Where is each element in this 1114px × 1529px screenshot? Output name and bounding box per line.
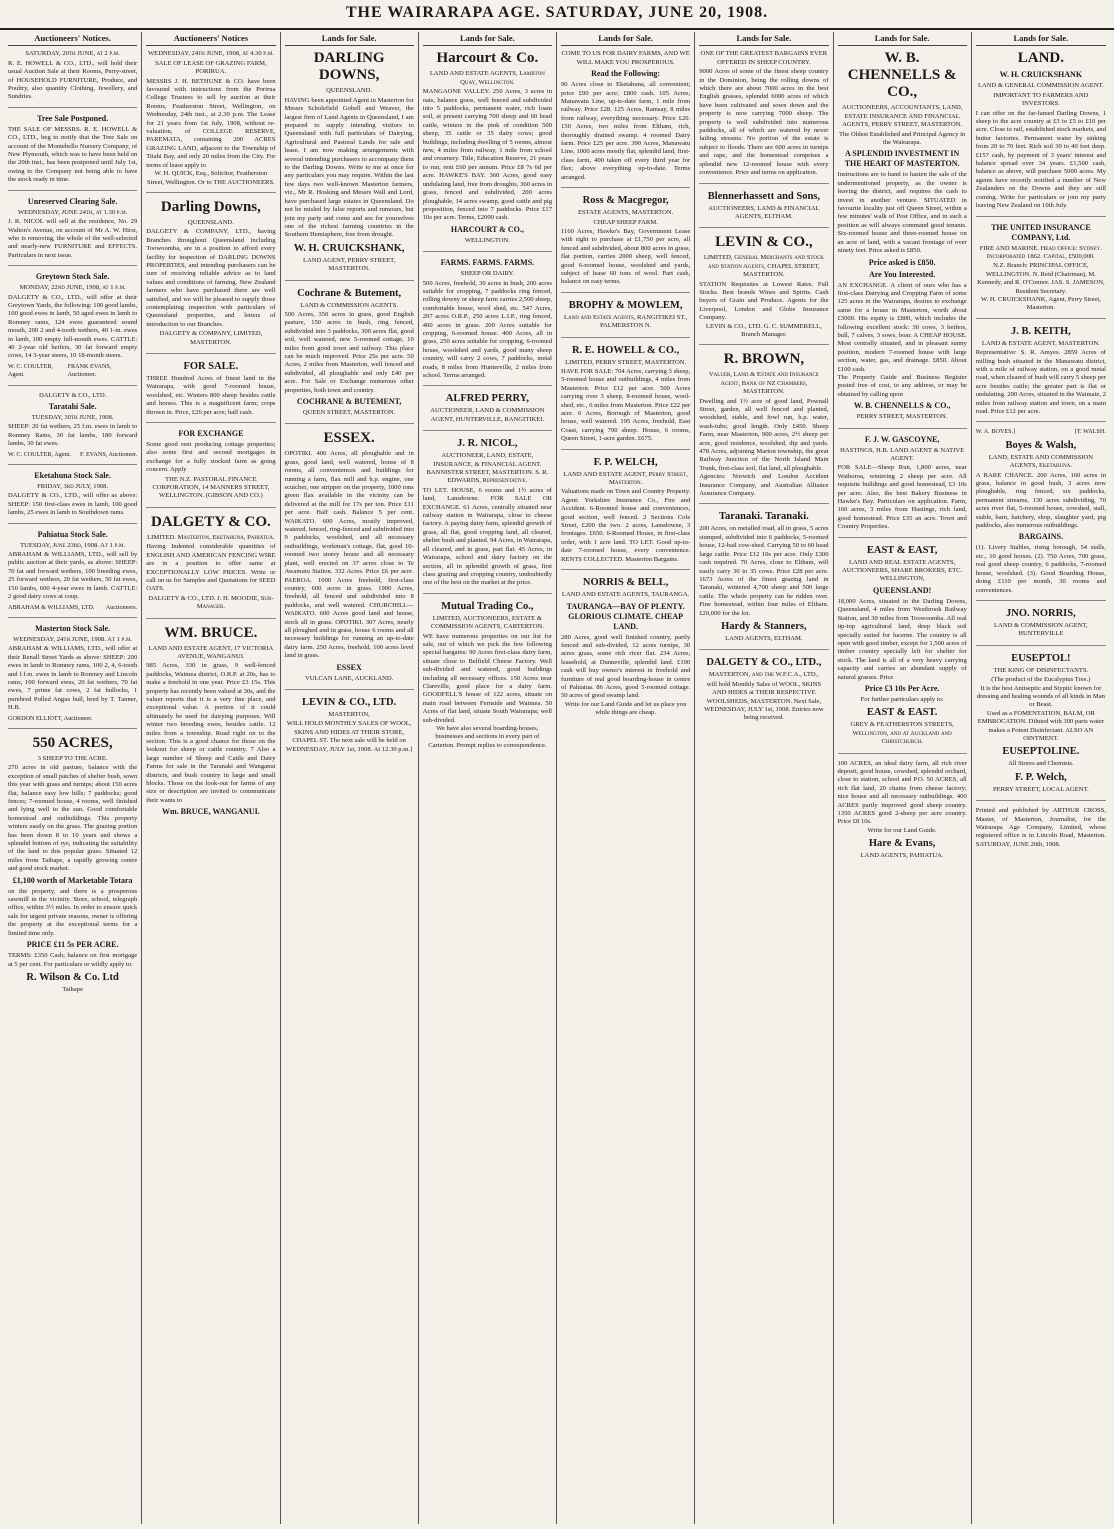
ad-title: R. E. HOWELL & CO., bbox=[571, 344, 680, 356]
ad-title: DALGETY & CO. bbox=[150, 513, 271, 530]
ad-firm: F. P. Welch, bbox=[1014, 771, 1067, 783]
ad-title: EUSEPTOL! bbox=[1011, 652, 1071, 664]
column-2-header: Auctioneers' Notices bbox=[146, 32, 275, 46]
ad-title: 550 ACRES, bbox=[32, 734, 113, 751]
ad-title: J. R. NICOL, bbox=[457, 438, 518, 450]
ad-wm-bruce bbox=[146, 625, 275, 825]
ad-agencies: Agencies: Norwich and London Accident Insurance Company, and Australian Alliance Assurance Company. bbox=[699, 473, 829, 498]
ad-blennerhassett bbox=[699, 190, 828, 229]
ad-title: ALFRED PERRY, bbox=[445, 393, 529, 405]
ad-body: MESSRS J. H. BETHUNE & CO. have been favoured with instructions from the Porirua College Trustees to sell by auction at their Rooms, Featherston Street, Wellington, on Wednesday, 24th inst., at 2.30 p.m. The Lease for 21 years from 1st July, 1908, without re-valuation, of COLLEGE RESERVE, PAREMATA, containing 200 ACRES GRAZING LAND, adjacent to the Township of Titahi Bay, and only 20 miles from the City. For terms of lease apply to bbox=[146, 77, 276, 169]
ad-signature bbox=[8, 604, 137, 612]
ad-body: 1160 Acres, Hawke's Bay, Government Lease with right to purchase at £1,750 per acre, all fenced and subdivided, about 800 acres in grass, flat portion, carries 2000 sheep, well fenced, good 6-roomed house, woolshed and yards, subject of lease 60 tons of wool. Part cash, balance on easy terms. bbox=[561, 227, 691, 286]
ad-title: Ross & Macgregor, bbox=[582, 195, 669, 207]
ad-uses: Used as a FOMENTATION, BALM, OR EMBROCATION. Diluted with 300 parts water makes a Potent Disinfectant. ALSO AN OINTMENT. bbox=[977, 709, 1105, 742]
ad-firm: DALGETY & CO., LTD. bbox=[38, 391, 107, 399]
ad-price: PRICE £11 5s PER ACRE. bbox=[26, 940, 119, 950]
sig-right: Auctioneers. bbox=[105, 603, 138, 611]
ad-heading: TAURANGA—BAY OF PLENTY. GLORIOUS CLIMATE. CHEAP LAND. bbox=[566, 601, 685, 631]
ad-title: JNO. NORRIS, bbox=[1006, 607, 1076, 619]
ad-body: TO LET. HOUSE, 6 rooms and 1½ acres of land, Lansdowne. FOR SALE OR EXCHANGE. 61 Acres, centrally situated near railway station in Wairarapa, close to cheese factory. A paying dairy farm, splendid growth of grass, all flat, good cropping land, all cleared, shelter bush and planted. 94 Acres, in Wairarapa, all cleared, and in grass, part flat. 45 Acres, in Wairarapa, school and dairy factory on the section, all in splendid growth of grass, first class grazing and cropping country, undoubtedly one of the best on the market at the price. bbox=[422, 486, 552, 587]
ad-firm-sub: LAND AGENT, PERRY STREET, MASTERTON. bbox=[302, 256, 396, 273]
column-8 bbox=[972, 32, 1110, 1524]
sig-right: F. EVANS, Auctioneer. bbox=[79, 450, 138, 458]
ad-subtitle: AUCTIONEERS, LAND & FINANCIAL AGENTS, ELTHAM. bbox=[708, 204, 820, 220]
imprint bbox=[976, 807, 1106, 854]
ad-subtitle: LAND & ESTATE AGENT, MASTERTON. bbox=[981, 339, 1100, 347]
ad-body: R. E. HOWELL & CO., LTD., will hold their usual Auction Sale at their Rooms, Perry-street, of HOUSEHOLD FURNITURE, Produce, and Poultry, also quantity Clothing, Jewellery, and Sundries. bbox=[8, 59, 138, 101]
ad-body: 985 Acres, 330 in grass, 9 well-fenced paddocks, Waimea district, O.R.P. at 20s, has to make a freehold in one year. Price £3 15s. This property has recently been valued at 30s, and the valuer reports that it is a very fine place, and exceptional value. A portion of it could ultimately be used for dairying purposes. Will winter two breeding ewes, besides cattle. 12 miles from a township. Road right on to the section. This is a good chance for those on the lookout for sheep or cattle country. 7 Also a large number of Sheep and Cattle and Dairy Farms for sale in the Taranaki and Wanganui districts, and bush country in large and small blocks. Those on the look-out for farms of any size or description are invited to communicate their wants to bbox=[146, 662, 276, 804]
ad-dalgety-wire bbox=[146, 514, 275, 619]
ad-body: Some good rent producing cottage properties; also some first and second mortgages in exchange for a fully stocked farm as going concern. Apply bbox=[146, 441, 276, 474]
ad-porirua-lease bbox=[146, 50, 275, 193]
ad-subtitle: LAND, ESTATE AND COMMISSION AGENTS, Eketahuna. bbox=[988, 453, 1093, 470]
ad-body: THREE Hundred Acres of finest land in the Wairarapa, with good 7-roomed house, woolshed, etc. Winters 800 sheep besides cattle and horses. This is a magnificent farm; crops thrown in. Price, £26 per acre; half cash. bbox=[146, 375, 276, 416]
ad-pahiatua-stock bbox=[8, 530, 137, 618]
ad-title: Harcourt & Co. bbox=[436, 50, 539, 67]
ad-mutual-trading bbox=[423, 600, 552, 756]
ad-cruickshank-land bbox=[976, 50, 1106, 216]
ad-partners bbox=[976, 428, 1106, 436]
ad-darling-downs-cruickshank bbox=[285, 50, 414, 280]
ad-title: FOR SALE. bbox=[183, 361, 239, 372]
column-4-header: Lands for Sale. bbox=[423, 32, 552, 46]
ad-body: DALGETY & COMPANY, LTD., having Branches throughout Queensland including Toowoomba, are in a position to afford every facility for inspection of DARLING DOWNS PROPERTIES, and intending purchasers can be sure of receiving reliable advice as to land values and conditions of farming. New Zealand farmers who have purchased there are well satisfied, and we will be pleased to supply those contemplating inspection with particulars of Queensland properties, and letters of introduction to our Branches. bbox=[146, 228, 276, 328]
ad-brophy-mowlem bbox=[561, 299, 690, 338]
ad-title: EAST & EAST, bbox=[866, 544, 938, 556]
ad-hare-evans bbox=[838, 760, 967, 867]
ad-firm: Wm. BRUCE, WANGANUI. bbox=[161, 807, 260, 817]
ad-signature: W. H. QUICK, Esq., Solicitor, Featherston Street, Wellington. Or to THE AUCTIONEERS. bbox=[146, 170, 275, 186]
ad-body: A RARE CHANCE. 200 Acres, 160 acres in grass, balance in good bush, 3 acres now ploughable, ring fenced, six paddocks, permanent streams, 130 acres subdividing, 70 acres river flat, 5-roomed house, cowshed, stall, stable, barn, hatchery, shop, slaughter yard, pig paddocks, also numerous outbuildings. bbox=[975, 471, 1106, 530]
ad-jr-nicol bbox=[423, 437, 552, 594]
ad-note: The Oldest Established and Principal Agency in the Wairarapa. bbox=[838, 130, 966, 147]
ad-subtitle: LAND AND ESTATE AGENTS, TAURANGA. bbox=[561, 591, 690, 599]
ad-farms bbox=[423, 258, 552, 386]
ad-taranaki bbox=[699, 510, 828, 650]
ad-body: ABRAHAM & WILLIAMS, LTD., will sell by public auction at their yards, as above: SHEEP: 70 fat and forward wethers, 100 breeding ewes, 25 forward wethers, 20 fat wethers, 50 fat ewes, 150 lambs, 600 4-year ewes in lamb. CATTLE: 2 good dairy cows at coup. bbox=[8, 551, 138, 601]
ad-550-acres bbox=[8, 735, 137, 999]
ad-body: J. R. NICOL will sell at the residence, No. 29 Walton's Avenue, on account of Mr A. W. Hirst, who is removing, the whole of the well-selected and nearly-new FURNITURE and EFFECTS. Particulars in next issue. bbox=[8, 218, 138, 259]
ad-firm: THE N.Z. PASTORAL FINANCE CORPORATION, 14 MANNERS STREET, WELLINGTON. (GIBSON AND CO.) bbox=[152, 475, 270, 500]
column-7 bbox=[834, 32, 972, 1524]
ad-united-insurance bbox=[976, 223, 1106, 319]
ad-title: WM. BRUCE. bbox=[164, 624, 258, 641]
ad-firm: COCHRANE & BUTEMENT, bbox=[296, 397, 402, 406]
ad-subtitle: LAND AND ESTATE AGENTS, Lambton Quay, Wellington. bbox=[429, 70, 545, 86]
ad-for-exchange bbox=[146, 429, 275, 508]
ad-subtitle: MASTERTON, bbox=[328, 710, 370, 718]
ad-body: THE SALE OF MESSRS. R. E. HOWELL & CO., LTD., beg to notify that the Tree Sale on account of the Montebello Nursery Company, of New Plymouth, which was to have been held on the 20th inst., has been postponed until July 1st, owing to the Company not being able to have the stock ready in time. bbox=[8, 125, 138, 184]
ad-agent: R. Wilson & Co. Ltd bbox=[26, 971, 119, 983]
ad-signature: LEVIN & CO., LTD. G. C. SUMMERELL, Branch Manager. bbox=[705, 322, 822, 338]
ad-body: will hold Monthly Sales of WOOL, SKINS AND HIDES at THEIR RESPECTIVE WOOLSHEDS, MASTERTON. Next Sale, WEDNESDAY, JULY 1st, 1908. Entries now being received. bbox=[704, 680, 824, 722]
ad-sheep-bargain bbox=[699, 50, 828, 183]
ad-title: Mutual Trading Co., bbox=[441, 600, 534, 612]
ad-body: N.Z. Branch: PRINCIPAL OFFICE, WELLINGTON. N. Reid (Chairman), M. Kennedy, and R. O'Connor. JAS. S. JAMESON, Resident Secretary. bbox=[977, 262, 1105, 295]
ad-essex bbox=[285, 430, 414, 690]
ad-heading: BARGAINS. bbox=[1018, 532, 1063, 542]
ad-subtitle: AUCTIONEER, LAND & COMMISSION AGENT, HUNTERVILLE, RANGITIKEI. bbox=[430, 407, 545, 423]
ad-title: Cochrane & Butement, bbox=[297, 287, 402, 299]
newspaper-title: THE WAIRARAPA AGE. SATURDAY, JUNE 20, 1908. bbox=[345, 4, 769, 21]
ad-subtitle: Valuer, Land & Estate and Insurance Agent, Bank of NZ Chambers, MASTERTON. bbox=[708, 371, 819, 396]
ad-dalgety-wool bbox=[699, 656, 828, 727]
ad-signature bbox=[8, 363, 137, 380]
ad-title: Greytown Stock Sale. bbox=[35, 272, 110, 282]
ad-subtitle: LAND AGENTS, PAHIATUA. bbox=[860, 852, 944, 860]
ad-subtitle: HASTINGS, H.B. LAND AGENT & NATIVE AGENT. bbox=[840, 446, 965, 462]
column-7-header: Lands for Sale. bbox=[838, 32, 967, 46]
ad-firm: DALGETY & CO., LTD. J. H. MOODIE, Sub-Manager. bbox=[148, 594, 274, 611]
ad-footer: Write for our Land Guide. bbox=[867, 826, 937, 834]
imprint-text: Printed and published by ARTHUR CROSS, Master, of Masterton, Journalist, for the Wairarapa Age Company, Limited, whose registered office is in Lincoln Road, Masterton. SATURDAY, JUNE 20th, 1908. bbox=[975, 807, 1106, 848]
ad-body: 18,000 Acres, situated in the Darling Downs, Queensland, 4 miles from Westbrook Railway Station, and 30 miles from Toowoomba. All real tip-top agricultural land, deep black soil specially suited for lucerne. The country is all open with good timber, except for 1,500 acres of timber country specially left for shelter for stock. The land is all of a very heavy carrying capacity and carries an abundant supply of natural grasses. Price bbox=[837, 597, 967, 681]
ad-agent-location: Taihape bbox=[62, 985, 84, 993]
ad-subtitle: 3 SHEEP TO THE ACRE. bbox=[37, 754, 108, 762]
ad-title: BROPHY & MOWLEM, bbox=[568, 299, 683, 311]
column-1 bbox=[4, 32, 142, 1524]
ad-footer: Write for our Land Guide and let us place you while things are cheap. bbox=[564, 700, 687, 717]
column-2 bbox=[142, 32, 280, 1524]
ad-title: F. J. W. GASCOYNE, bbox=[864, 434, 940, 444]
sig-right: FRANK EVANS, Auctioneer. bbox=[67, 362, 112, 379]
ad-date: TUESDAY, June 23rd, 1908. At 1 p.m. bbox=[20, 541, 126, 549]
partner-left: W. A. BOYES.] bbox=[975, 428, 1016, 436]
ad-levin-co bbox=[699, 234, 828, 345]
ad-signature-sub: PERRY STREET, MASTERTON. bbox=[856, 413, 948, 421]
column-8-header: Lands for Sale. bbox=[976, 32, 1106, 46]
ad-ross-macgregor bbox=[561, 194, 690, 293]
ad-body: FOR SALE—Sheep Run, 1,800 acres, near Waihoroa, wintering 2 sheep per acre. All requisite buildings and good homestead, £3 10s per acre. Also, the best Bakery Business in Hawke's Bay. Particulars on application. Farm, 160 acres, 3 miles from Hastings, rich land, good homestead. Price £35 an acre. Town and Country Properties. bbox=[837, 464, 967, 531]
ad-heading: ONE OF THE GREATEST BARGAINS EVER OFFERED IN SHEEP COUNTRY. bbox=[700, 50, 828, 66]
ad-intro-sub: Read the Following: bbox=[591, 69, 661, 79]
ad-signature: W. B. CHENNELLS & CO., bbox=[853, 401, 951, 411]
ad-masterton-stock bbox=[8, 624, 137, 729]
ad-date: TUESDAY, 30th JUNE, 1908. bbox=[31, 414, 114, 421]
ad-levin-wool bbox=[285, 696, 414, 759]
ad-clearing-sale bbox=[8, 197, 137, 266]
ad-heading-interest: Are You Interested. bbox=[868, 269, 936, 279]
ad-firm-sub: VULCAN LANE, AUCKLAND. bbox=[304, 674, 394, 682]
ad-title: F. P. WELCH, bbox=[593, 456, 658, 468]
ad-cochrane-butement bbox=[285, 287, 414, 425]
ad-heading: A SPLENDID INVESTMENT IN THE HEART OF MASTERTON. bbox=[844, 149, 960, 169]
ad-title: J. B. KEITH, bbox=[1010, 325, 1071, 337]
ad-title: LEVIN & CO., LTD. bbox=[302, 696, 397, 708]
ad-body: 90 Acres close to Eketahuna, all convenient; price £90 per acre; £800 cash. 105 Acres, Manawatu Line, up-to-date farm, 1 mile from railway. Price £28. 125 Acres, Ramsay, 8 miles from railway, everything necessary. Price £20. 150 Acres, two miles from Eltham, rich, thoroughly drained swamp. 4 roomed Dairy farm. Price £25 per acre. 390 Acres, Manawatu Line, 1000 acres mostly flat, splendid land, first-class farm, 400 taken off every third year for flax; above everything up-to-date. Terms arranged. bbox=[561, 81, 691, 181]
ad-body: STATION Requisites at Lowest Rates. Full Stocks. Best brands Wines and Spirits. Cash buyers of Grain and Produce. Agents for the Liverpool, London and Globe Insurance Company. bbox=[699, 280, 829, 322]
column-6-header: Lands for Sale. bbox=[699, 32, 828, 46]
ad-body: Instructions are to hand to hasten the sale of the undermentioned property, as the owner is leaving the district, and requires the cash to invest in another venture. SITUATED in favourite locality just off Queen Street, within a few minutes' walk of Post Office, and in such a position as will always command good tenants. Six-roomed house and three-roomed house on an acre of land, with a vacant frontage of over ninety feet. Price asked is £850. bbox=[837, 171, 967, 255]
ad-body: SHEEP: 20 fat wethers, 25 f.m. ewes in lamb to Romney Rams, 30 fat lambs, 180 forward lambs, 30 fat ewes. bbox=[8, 423, 138, 448]
ad-subtitle: LAND AND ESTATE AGENT, 17 VICTORIA AVENUE, WANGANUI. bbox=[148, 644, 274, 660]
ad-body: OPOTIKI. 406 Acres, all ploughable and in grass, good land, well watered, house of 8 rooms, all conveniences and buildings for running a farm, flax mill and h.p. engine, one scutcher, one stripper on the property, 1000 tons green flax available in the vicinity can be delivered at the mill for 17s per ton. Price £11 per acre. Half cash. Balance 5 per cent. WAIKATO. 600 Acres, mostly improved, watered, fenced, ring-fenced and subdivided into 9 paddocks, woolshed, and all necessary outbuildings, workman's cottage, flat, good 10-roomed two storey house and all necessary plant, well erected on 37 acres close to Te Awamutu Station. 332 Acres. Price £6 per acre. PAEROA. 1000 Acres freehold, first-class country, 600 acres in grass. 1900 Acres, freehold, all fenced and subdivided into 8 paddocks, and well watered. CHURCHILL—WAIKATO. 600 Acres good land and house, stock all in grass. OPOTIKI. 307 Acres, nearly all ploughed and in grass, house 6 rooms and all necessary buildings for running an up-to-date dairy farm. 250 Acres, freehold, 100 acres level land in grass. bbox=[284, 450, 414, 660]
ad-title: R. BROWN, bbox=[723, 351, 805, 368]
ad-totara-title: £1,100 worth of Marketable Totara bbox=[12, 875, 133, 885]
ad-gascoyne bbox=[838, 435, 967, 538]
ad-subtitle: MASTERTON, and the W.F.C.A., LTD., bbox=[708, 671, 819, 679]
ad-boyes-walsh bbox=[976, 428, 1106, 601]
ad-date: SATURDAY, 20th JUNE, at 2 p.m. bbox=[25, 50, 120, 58]
partner-right: [T. WALSH. bbox=[1074, 428, 1106, 436]
ad-dairy-farms bbox=[561, 50, 690, 188]
ad-body: WE have numerous properties on our list for sale, out of which we pick the few following special bargains: 90 Acres first-class dairy farm, situate close to Belfield Cheese Factory. Well sub-divided and watered, good buildings including all necessary offices. 150 Acres near Clareville, good place for a dairy farm. GOODFELL'S house of 122 acres, situate on main road between Fernside and Waimea. 50 Acres of flat land, situate South Wairarapa; well sub-divided. bbox=[422, 632, 552, 724]
ad-for-sale bbox=[146, 360, 275, 423]
ad-harcourt bbox=[423, 50, 552, 252]
ad-date: WEDNESDAY, JUNE 24th, at 1.30 p.m. bbox=[17, 208, 128, 216]
ad-title: W. B. CHENNELLS & CO., bbox=[847, 50, 957, 101]
ad-body: It is the best Antiseptic and Styptic known for dressing and healing wounds of all kinds in Man or Beast. bbox=[976, 684, 1105, 709]
sig-left: W. C. COULTER, Agent. bbox=[8, 450, 71, 458]
ad-stores: All Stores and Chemists. bbox=[1008, 760, 1074, 768]
ad-body: 200 Acres, on metalled road, all in grass, 5 acres stumped, subdivided into 6 paddocks, 5-roomed house, 12-bail cow-shed. Carrying 50 to 60 head large cattle. Price £12 10s per acre. Only £300 cash required. 70 Acres, close to Eltham, will easily carry 30 to 35 cows. Price £28 per acre. 1673 Acres of the finest grazing land in Taranaki, wintered 4,700 sheep and 500 large cattle. The whole property can be ridden over. Fine homestead, within four miles of Eltham. £20,000 for the lot. bbox=[699, 525, 829, 617]
ad-body: ABRAHAM & WILLIAMS, LTD., will offer at their Renall Street Yards as above: SHEEP: 200 ewes in lamb to Romney rams, 100 2, 4, 6-tooth and f.f.m. ewes in lamb to Romney and Lincoln rams, 100 forward ewes, 20 fat wethers, 70 fat ewes, 7 prime fat cows, 2 fat bullocks, 1 purebred Polled Angus bull, bred by T. Tanner, H.B. bbox=[8, 645, 138, 712]
ad-heading: IMPORTANT TO FARMERS AND INVESTORS. bbox=[993, 91, 1089, 108]
ad-guide: The Property Guide and Business Register posted free of cost, to any address, or may be obtained by calling upon bbox=[837, 373, 967, 398]
ad-body: 270 acres in old pasture, balance with the exception of small patches of shelter bush, sown this year with grass and turnips; about 150 acres flat, balance easy low hills; 7 paddocks; good fences; 7-roomed house, 4 rooms, well finished and lying well to the sun. Good comfortable homestead and outbuildings. This property winters easily on the grass. The grazing portion has been down 8 to 10 years and shows a splendid bottom of rye, indicating the suitability of the land to this popular grass. Situated 12 miles from Taihape, a rapidly growing centre and good stock market. bbox=[8, 764, 138, 873]
ad-subtitle: SHEEP OR DAIRY. bbox=[460, 270, 515, 278]
ad-howell-land bbox=[561, 344, 690, 450]
ad-howell-furniture bbox=[8, 50, 137, 107]
ad-title: Tree Sale Postponed. bbox=[37, 113, 109, 123]
ad-title: LEVIN & CO., bbox=[715, 234, 813, 251]
ad-title: NORRIS & BELL, bbox=[582, 577, 669, 589]
ad-firm: DALGETY & COMPANY, LIMITED, MASTERTON. bbox=[159, 330, 263, 346]
ad-fp-welch bbox=[561, 456, 690, 570]
column-4 bbox=[419, 32, 557, 1524]
ad-firm: HARCOURT & CO., bbox=[450, 224, 524, 234]
ad-title: Pahiatua Stock Sale. bbox=[37, 529, 108, 539]
ad-date: WEDNESDAY, 24th JUNE, 1908. At 1 p.m. bbox=[13, 635, 133, 643]
ad-body: HAVE FOR SALE: 704 Acres, carrying 3 sheep, 5-roomed house and outbuildings, 4 miles from Masterton. Price £12 per acre. 500 Acres carrying over 3 sheep, 8-roomed house, wool-shed, etc., 6 miles from Masterton. Price £22 per acre. 6 Acres, Borough of Masterton, good house, well watered. 195 Acres, freehold, East Coast, carrying 700 sheep. House, 6 rooms, Queen Street, 1-acre garden. £675. bbox=[561, 367, 691, 443]
ad-title: Boyes & Walsh, bbox=[1005, 439, 1077, 451]
ad-body: 500 Acres, 350 acres in grass, good English pasture, 150 acres in bush, ring fenced, subdivided into 3 paddocks, 300 acres flat, good soil, well watered, new 5-roomed cottage, 10 miles from good town and railway. This place can be much improved. Price 25s per acre. 50 Acres, 2 miles from Masterton, well fenced and subdivided, all ploughable and only £40 per acre. For Sale or Exchange numerous other properties, both town and country. bbox=[284, 310, 414, 394]
column-5-header: Lands for Sale. bbox=[561, 32, 690, 46]
sig-left: W. C. COULTER, Agent. bbox=[8, 362, 54, 379]
ad-title: Blennerhassett and Sons, bbox=[707, 190, 821, 202]
ad-r-brown bbox=[699, 351, 828, 504]
ad-date: FRIDAY, 3rd JULY, 1908. bbox=[37, 483, 109, 491]
ad-signature-sub: GREY & FEATHERSTON STREETS, Wellington, and at Auckland and Christchurch. bbox=[850, 721, 954, 746]
ad-subtitle: LAND & COMMISSION AGENT, HUNTERVILLE bbox=[994, 621, 1088, 638]
ad-body: 9000 Acres of some of the finest sheep country in the Dominion, being the rolling downs of which there are about 7000 acres in the best English grasses, splendid 6000 acres of which have been cultivated and sown down and the property is now carrying 7000 sheep. The property is well subdivided into numerous paddocks, all of which are watered by never failing streams. No portion of the estate is subject to floods. There are 600 acres in turnips and rape, and the homestead comprises a splendid new 12-roomed house with every convenience. Price and terms on application. bbox=[699, 68, 829, 177]
ad-body: Dwelling and 1½ acre of good land, Pownall Street, garden, all well fenced and planted, woodshed, stable, and fowl run, h.p. water, wash-tubs; good length. Only £450. Sheep Farm, near Masterton, 900 acres, 2½ sheep per acre, good residence, woolshed, dip and yards. 478 Acres, adjoining Marton township, the great Railway Junction of the North Island Main Trunk, first-class soil, flat land, all ploughable. bbox=[699, 397, 829, 472]
ad-title: Masterton Stock Sale. bbox=[35, 623, 111, 633]
sig-left: ABRAHAM & WILLIAMS, LTD. bbox=[8, 603, 95, 611]
ad-subtitle: FIRE AND MARINE. Head Office: Sydney. Incorporated 1862. Capital, £500,000. bbox=[979, 244, 1102, 260]
ad-greytown-stock bbox=[8, 272, 137, 385]
ad-subtitle: THE KING OF DISINFECTANTS. bbox=[993, 666, 1089, 674]
ad-jb-keith bbox=[976, 325, 1106, 423]
ad-east-east bbox=[838, 544, 967, 754]
ad-heading: CHEAP SHEEP FARM. bbox=[593, 218, 658, 226]
ad-signature bbox=[8, 451, 137, 459]
ad-title: Taranaki. Taranaki. bbox=[718, 511, 809, 523]
ad-subtitle: LIMITED, AUCTIONEERS, ESTATE & COMMISSION AGENTS, CARTERTON. bbox=[430, 614, 544, 631]
ad-title: FOR EXCHANGE bbox=[178, 429, 244, 439]
ad-subtitle: LAND & COMMISSION AGENTS. bbox=[300, 301, 399, 309]
ad-title: Eketahuna Stock Sale. bbox=[34, 471, 111, 481]
ad-subtitle: ESTATE AGENTS, MASTERTON. bbox=[577, 209, 674, 217]
ad-date: MONDAY, 22nd JUNE, 1908, at 1 p.m. bbox=[19, 284, 126, 292]
ad-body: 500 Acres, freehold, 30 acres in bush, 200 acres suitable for cropping, 7 paddocks ring fenced, rolling downy or sheep farm carries 2,500 sheep, comfortable house, wool shed, etc. 547 Acres, 297 acres O.R.P., 250 acres L.I.P., ring fenced, 400 acres in grass. 200 Acres suitable for cropping, 6-roomed house. 400 Acres, all in grass, 250 acres suitable for cropping, 6-roomed house, woolshed and yards, good many sheep country, will carry 2 cows, 7 paddocks, metal roads, 8 miles from Hunterville, 2 miles from school. Terms arranged. bbox=[422, 279, 552, 379]
ad-title: Darling Downs, bbox=[160, 198, 261, 215]
ad-title: DALGETY & CO., LTD., bbox=[706, 657, 822, 669]
ad-body: I can offer on the far-famed Darling Downs, 1 sheep to the acre country at £3 to £5 to £10 per acre. Close to rail, established stock markets, and butter factories. Permanent water by sinking from 20 to 70 feet. Rich soil 30 to 40 feet deep. £157 cash, by payment of 3 years' interest and balance spread over 34 years. £1,500 cash, balance as above, will purchase 5000 acres. My agents have recently notified a number of New Zealanders on the Downs and they are still coming. Write for particulars or join my party leaving New Zealand on 10th July. bbox=[975, 109, 1106, 210]
ad-body: WILL HOLD MONTHLY SALES OF WOOL, SKINS AND HIDES AT THEIR STORE, CHAPEL ST. The next sale will be held on WEDNESDAY, JULY 1st, 1908. At 12.30 p.m.] bbox=[286, 720, 413, 753]
ad-euseptol bbox=[976, 652, 1106, 801]
ad-signature: EAST & EAST. bbox=[866, 707, 938, 719]
ad-intro: COME TO US FOR DAIRY FARMS, AND WE WILL MAKE YOU PROSPEROUS. bbox=[561, 50, 690, 66]
ad-alfred-perry bbox=[423, 392, 552, 431]
masthead bbox=[0, 0, 1114, 30]
ad-footer: For further particulars apply to: bbox=[860, 695, 944, 703]
ad-darling-downs-dalgety bbox=[146, 199, 275, 354]
column-1-header: Auctioneers' Notices. bbox=[8, 32, 137, 46]
ad-subtitle: QUEENSLAND. bbox=[187, 218, 234, 226]
ad-firm-sub: WELLINGTON. bbox=[464, 236, 510, 244]
ad-body: Valuations made on Town and Country Property. Agent: Yorkshire Insurance Co., Fire and Accident. 6-Roomed house and conveniences, good section, well fenced. 2 Sections Cole Street, £200 the two. 2 acres, Lansdowne, 3 frontages. £650. 6-Roomed House, in first-class order, with 1 acre land. TO LET. Good up-to-date 7-roomed house, every convenience. RENTS COLLECTED. Masterton Bargains. bbox=[561, 488, 691, 563]
ad-subtitle: LIMITED. Masterton, Eketahuna, Pahiatua. bbox=[147, 533, 275, 541]
ad-subtitle: AUCTIONEERS, ACCOUNTANTS, LAND, ESTATE INSURANCE AND FINANCIAL AGENTS, PERRY STREET, MASTERTON. bbox=[841, 104, 963, 129]
column-3-header: Lands for Sale. bbox=[285, 32, 414, 46]
ad-chennells bbox=[838, 50, 967, 428]
ad-subtitle: LAND AND REAL ESTATE AGENTS, AUCTIONEERS, SHARE BROKERS, ETC. WELLINGTON, bbox=[842, 558, 963, 583]
ad-title: DARLING DOWNS, bbox=[313, 50, 385, 84]
ad-totara-body: on the property, and there is a prosperous sawmill in the vicinity. Store, school, telegraph office, within 3½ miles. In order to ensure quick sale for urgent private reasons, owner is offering the property at the exceptional terms for a limited time only. bbox=[8, 887, 138, 937]
ad-subtitle: Land and Estate Agents, RANGITIKEI ST., PALMERSTON N. bbox=[563, 313, 688, 330]
ad-title: LAND. bbox=[1017, 50, 1064, 67]
ad-body: 280 Acres, good well finished country, partly fenced and sub-divided, 12 acres turnips, 30 acres grass, some rich river flat. 234 Acres, leasehold, at Dunneville, splendid land. £100 cash will buy owner's interest in freehold and furniture of real good boarding-house in centre of Pahiatua. 86 Acres, good 5-roomed cottage. 50 acres of good swamp land. bbox=[561, 633, 691, 700]
column-6 bbox=[695, 32, 833, 1524]
ad-firm: Hardy & Stanners, bbox=[721, 620, 807, 632]
ad-eketahuna bbox=[8, 471, 137, 524]
ad-firm-sub: QUEEN STREET, MASTERTON. bbox=[302, 409, 396, 416]
ad-terms: TERMS: £350 Cash; balance on first mortgage at 5 per cent. For particulars or wildly apply to: bbox=[8, 952, 138, 968]
ad-firm: W. H. CRUICKSHANK, bbox=[293, 242, 405, 254]
columns bbox=[4, 32, 1110, 1524]
ad-body: HAVING been appointed Agent in Masterton for Messrs Scholefield Gobell and Weaver, the largest firm of Land Agents in Queensland, I am prepared to supply intending visitors to Queensland with full particulars of Dairying, Agricultural and Pastoral Lands for sale and lease. I am now making arrangements with several intending purchasers to accompany them to the Darling Downs. Write to me at once for any particulars you may require. Within the last few days two well-known Masterton farmers, viz., Mr R. Hosking and Messrs Wall and Lord, have purchased large estates in Queensland. Do not be misled by false reports and rumours, but join my party and come and see for yourselves one of the richest farming countries in the Southern Hemisphere, free from drought. bbox=[284, 96, 414, 239]
ad-title: ESSEX. bbox=[323, 430, 375, 447]
ad-heading: QUEENSLAND! bbox=[873, 585, 932, 595]
ad-subtitle: LIMITED, PERRY STREET, MASTERTON. bbox=[565, 358, 687, 366]
ad-footer: We have also several boarding-houses, businesses and sections in every part of Carterton. Prompt replies to correspondence. bbox=[428, 725, 547, 749]
ad-title: Taratahi Sale. bbox=[48, 402, 97, 411]
ad-signature: W. H. CRUICKSHANK, Agent, Perry Street, Masterton. bbox=[980, 295, 1101, 312]
ad-body: Representative: S. R. Amyes. 2859 Acres of milling bush situated in the Manawatu district, with a mile of railway station, on a good metal road, when cleared of bush will carry 5 sheep per acre besides cattle; the greater part is flat or undulating. 200 Acres, situated in the Waimate, 2 miles from railway station and town, on a main road. Price £12 per acre. bbox=[975, 349, 1106, 415]
ad-title: Unreserved Clearing Sale. bbox=[27, 196, 118, 206]
ad-norris-bell bbox=[561, 576, 690, 722]
ad-body-interest: AN EXCHANGE. A client of ours who has a first-class Dairying and Cropping Farm of some 125 acres in the Wairarapa, desires to exchange same for a house in Masterton, worth about £3000. His equity is £800, which includes the following excellent stock: 30 cows, 3 heifers, bull, 7 calves, 3 sows, boar. A CHEAP HOUSE. Most centrally situated, and in pleasant sunny position, modern 7-roomed house with large section, water, gas, and drainage. £850. About £100 cash. bbox=[837, 281, 967, 373]
ad-subtitle: LAND AND ESTATE AGENT, Perry Street, Masterton. bbox=[563, 470, 688, 487]
ad-euseptoline: EUSEPTOLINE. bbox=[1002, 746, 1080, 758]
ad-firm: ESSEX bbox=[336, 662, 362, 672]
ad-body-bargains: (1). Livery Stables, rising borough, 54 stalls, etc., 10 good horses. (2). 750 Acres, 700 grass, real good sheep country, 6 paddocks, 7-roomed house, woolshed. (3). Good Boarding House, doing £110 per month, 30 rooms and conveniences. bbox=[975, 544, 1106, 594]
ad-body: DALGETY & CO., LTD., will offer at their Greytown Yards, the following: 100 good lambs, 100 good ewes in lamb, 50 aged ewes in lamb to Romney rams, 124 ewes guaranteed sound mouth, 200 2 and 4-tooth wethers, 40 1-m. ewes in lamb, 100 empty full-mouth ewes. CATTLE: 40 2-year old heifers, 30 fat forward empty cows, 14 3-year steers, 10 18-month steers. bbox=[8, 293, 138, 360]
ad-firm-sub: LAND & GENERAL COMMISSION AGENT. bbox=[977, 82, 1104, 90]
sig-left: GORDON ELLIOTT, Auctioneer. bbox=[8, 714, 93, 722]
ad-price: Price £3 10s Per Acre. bbox=[864, 683, 940, 693]
ad-signature bbox=[8, 715, 137, 723]
ad-note: (The product of the Eucalyptus Tree.) bbox=[991, 676, 1091, 684]
ad-firm-sub: LAND AGENTS, ELTHAM. bbox=[725, 634, 803, 642]
ad-subtitle: QUEENSLAND. bbox=[326, 87, 373, 95]
ad-title: SALE OF LEASE OF GRAZING FARM, PORIRUA. bbox=[155, 59, 267, 76]
ad-tree-sale bbox=[8, 114, 137, 191]
ad-title: FARMS. FARMS. FARMS. bbox=[440, 258, 535, 268]
ad-body: MANGAONE VALLEY. 250 Acres, 3 acres in oats, balance grass, well fenced and subdivided into 5 paddocks, permanent water, rich loam soil, at present carrying 700 sheep and 60 head cattle, winters in the pink of condition 500 sheep, 35 cattle or 35 dairy cows; good buildings, including dwelling of 5 rooms, almost new, 4 miles from railway, 1 mile from school and creamery. Title, Education Reserve, 21 years to run, rent £60 per annum. Price £8 7s 6d per acre. HAWKE'S BAY. 360 Acres, good easy undulating land, free from droughts, 360 acres in grass, fenced and subdivided, 200 acres ploughable, 14 acres swamp, good cattle and pig proposition, fenced into 7 paddocks. Price £17 10s per acre. Terms, £2000 cash. bbox=[422, 88, 552, 222]
column-3 bbox=[281, 32, 419, 1524]
ad-body: 100 ACRES, an ideal dairy farm, all rich river deposit, good house, cowshed, splendid orchard, close to station, school and P.O. 50 ACRES, all rich flat land, 20 chains from cheese factory; nice house and all necessary outbuildings. 400 ACRES partly improved good sheep country. 1350 ACRES good 2-sheep per acre country. Price £8 10s. bbox=[837, 759, 967, 826]
ad-firm: W. H. CRUICKSHANK bbox=[999, 70, 1083, 80]
ad-title: Hare & Evans, bbox=[868, 838, 936, 850]
ad-firm-sub: PERRY STREET, LOCAL AGENT. bbox=[992, 785, 1089, 793]
ad-jno-norris bbox=[976, 607, 1106, 646]
ad-taratahi bbox=[8, 392, 137, 465]
ad-date: WEDNESDAY, 24th JUNE, 1908, at 4.30 p.m. bbox=[147, 50, 274, 58]
ad-subtitle: LIMITED, General Merchants and Stock and Station Agents, CHAPEL STREET, MASTERTON. bbox=[703, 254, 824, 279]
ad-price: Price asked is £850. bbox=[868, 257, 936, 267]
column-5 bbox=[557, 32, 695, 1524]
ad-subtitle: AUCTIONEER, LAND, ESTATE, INSURANCE, & FINANCIAL AGENT. BANNISTER STREET, MASTERTON. S. R. EDWARDS, Representative. bbox=[426, 452, 549, 485]
ad-title: THE UNITED INSURANCE COMPANY, Ltd. bbox=[991, 222, 1091, 242]
ad-body: DALGETY & CO., LTD., will offer as above: SHEEP: 150 first-class ewes in lamb, 100 good lambs, 25 ewes in lamb to Southdown rams. bbox=[8, 492, 138, 517]
ad-body: Having Indented considerable quantities of ENGLISH AND AMERICAN FENCING WIRE are in a position to offer same at EXCEPTIONALLY LOW PRICES. Write or call on us for Samples and Quotations for SEED OATS. bbox=[146, 543, 276, 593]
